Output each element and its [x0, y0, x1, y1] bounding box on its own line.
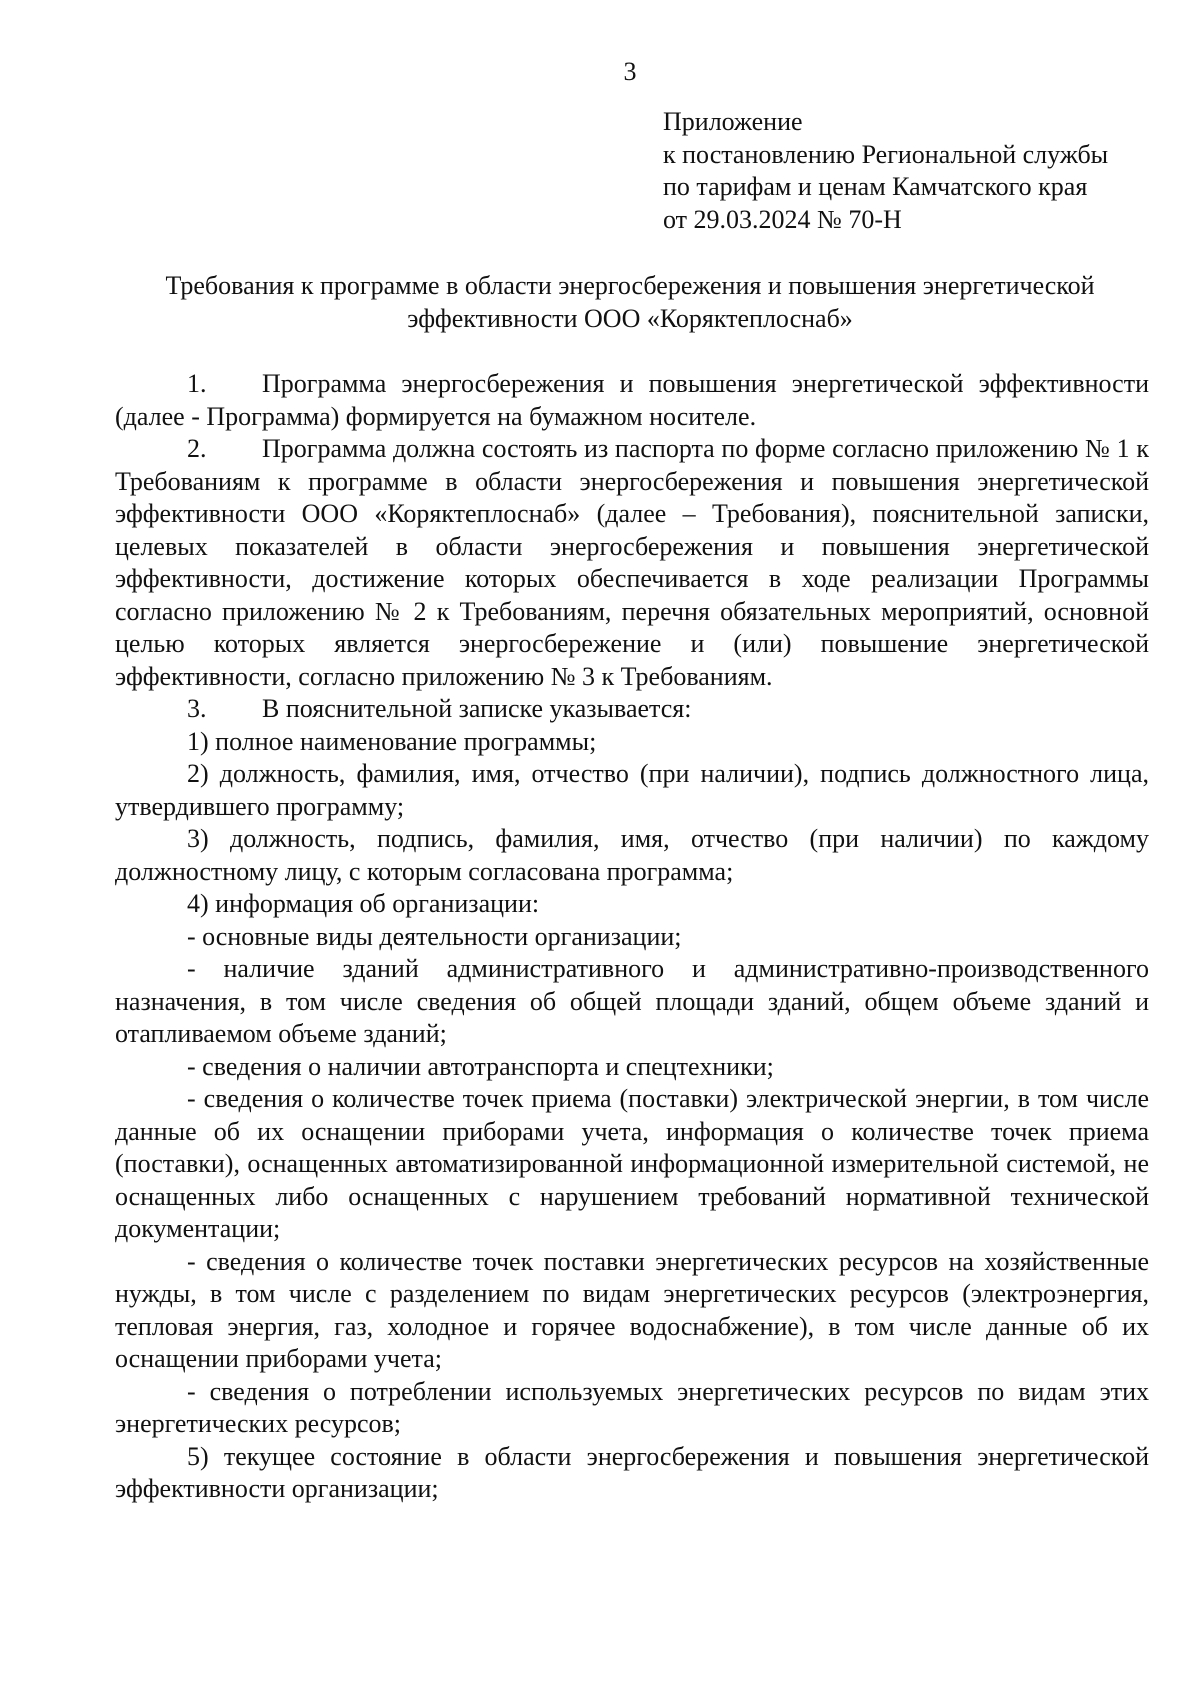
title-line-1: Требования к программе в области энергосбережения и повышения энергетической	[165, 271, 1095, 300]
dash-item-3: - сведения о наличии автотранспорта и спецтехники;	[187, 1051, 774, 1081]
list-item-1: 1) полное наименование программы;	[187, 726, 597, 756]
paragraph-2-text: Программа должна состоять из паспорта по форме согласно приложению № 1 к Требованиям к программе в области энергосбережения и повышения энергетической эффективности ООО «Коряктеплоснаб» (далее – Требования), пояснительной записки, целевых показателей в области энергосбережения и повышения энергетической эффективности, достижение которых обеспечивается в ходе реализации Программы согласно приложению № 2 к Требованиям, перечня обязательных мероприятий, основной целью которых является энергосбережение и (или) повышение энергетической эффективности, согласно приложению № 3 к Требованиям.	[115, 434, 1149, 691]
document-title	[100, 270, 1160, 335]
paragraph-2	[115, 433, 1149, 693]
dash-item-2: - наличие зданий административного и административно-производственного назначения, в том числе сведения об общей площади зданий, общем объеме зданий и отапливаемом объеме зданий;	[115, 954, 1149, 1048]
list-item-4: 4) информация об организации:	[187, 889, 540, 918]
appendix-line-4: от 29.03.2024 № 70-Н	[663, 204, 902, 234]
list-item-2: 2) должность, фамилия, имя, отчество (при наличии), подпись должностного лица, утвердившего программу;	[115, 759, 1149, 821]
appendix-line-3: по тарифам и ценам Камчатского края	[663, 172, 1088, 201]
page-number: 3	[623, 57, 637, 86]
title-line-2: эффективности ООО «Коряктеплоснаб»	[407, 303, 853, 333]
paragraph-3-number: 3.	[187, 694, 207, 723]
dash-item-6: - сведения о потреблении используемых энергетических ресурсов по видам этих энергетических ресурсов;	[115, 1376, 1149, 1438]
paragraph-1-number: 1.	[187, 369, 207, 398]
list-item-5: 5) текущее состояние в области энергосбережения и повышения энергетической эффективности организации;	[115, 1441, 1149, 1503]
paragraph-1	[115, 368, 1149, 433]
paragraph-3-text: В пояснительной записке указывается:	[262, 694, 692, 723]
list-item-3: 3) должность, подпись, фамилия, имя, отчество (при наличии) по каждому должностному лицу, с которым согласована программа;	[115, 824, 1149, 886]
dash-item-4: - сведения о количестве точек приема (поставки) электрической энергии, в том числе данные об их оснащении приборами учета, информация о количестве точек приема (поставки), оснащенных автоматизированной информационной измерительной системой, не оснащенных либо оснащенных с нарушением требований нормативной технической документации;	[115, 1084, 1149, 1243]
dash-item-1: - основные виды деятельности организации;	[187, 921, 682, 951]
appendix-header	[663, 106, 1173, 236]
appendix-line-2: к постановлению Региональной службы	[663, 139, 1109, 169]
document-body	[115, 368, 1149, 1506]
dash-item-5: - сведения о количестве точек поставки энергетических ресурсов на хозяйственные нужды, в том числе с разделением по видам энергетических ресурсов (электроэнергия, тепловая энергия, газ, холодное и горячее водоснабжение), в том числе данные об их оснащении приборами учета;	[115, 1246, 1149, 1373]
paragraph-2-number: 2.	[187, 434, 207, 463]
paragraph-1-text: Программа энергосбережения и повышения энергетической эффективности (далее - Программа) формируется на бумажном носителе.	[115, 369, 1149, 431]
paragraph-3	[115, 693, 1149, 726]
appendix-line-1: Приложение	[663, 107, 803, 136]
